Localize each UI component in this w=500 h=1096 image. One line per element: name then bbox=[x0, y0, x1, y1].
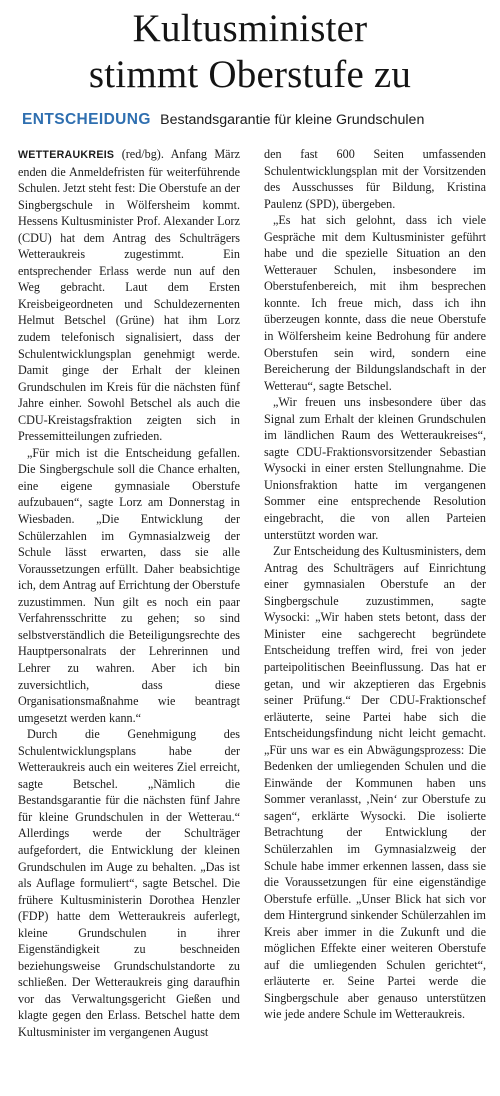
kicker-label: ENTSCHEIDUNG bbox=[22, 111, 151, 128]
article-paragraph: „Wir freuen uns insbesondere über das Signal zum Erhalt der kleinen Grundschulen im ländlichen Raum des Wetteraukreises“, sagte CDU-Fraktionsvorsitzender Sebastian Wysocki in einer ersten Stellungnahme. Die Unionsfraktion hatte im vergangenen Sommer eine entsprechende Resolution eingebracht, die von allen Parteien unterstützt worden war. bbox=[264, 395, 486, 542]
subheadline: Bestandsgarantie für kleine Grundschulen bbox=[160, 112, 425, 128]
headline-line-2: stimmt Oberstufe zu bbox=[88, 53, 412, 96]
paragraph-text: (red/bg). Anfang März enden die Anmeldefristen für weiterführende Schulen. Jetzt steht fest: Die Oberstufe an der Singbergschule in Wölfersheim kommt. Hessens Kultusminister Prof. Alexander Lorz (CDU) hat dem Antrag des Schulträgers Wetteraukreis zugestimmt. Ein entsprechender Erlass werde nun auf den Weg gebracht. Laut dem Ersten Kreisbeigeordneten und Schuldezernenten Helmut Betschel (Grüne) hat ihm Lorz zudem telefonisch signalisiert, dass der Schulentwicklungsplan genehmigt werde. Damit ginge der Erhalt der kleinen Grundschulen im Kreis für die nächsten fünf Jahre einher. Sowohl Betschel als auch die CDU-Kreistagsfraktion zeigten sich in Pressemitteilungen zufrieden. bbox=[18, 147, 240, 444]
article-column-left bbox=[18, 146, 240, 1041]
article-paragraph bbox=[18, 146, 240, 445]
article-paragraph: den fast 600 Seiten umfassenden Schulentwicklungsplan mit der Vorsitzenden des Ausschusses für Bildung, Kristina Paulenz (SPD), übergeben. bbox=[264, 147, 486, 211]
article-headline bbox=[0, 0, 500, 98]
headline-line-1: Kultusminister bbox=[132, 7, 368, 50]
article-paragraph: Zur Entscheidung des Kultusministers, dem Antrag des Schulträgers auf Einrichtung einer gymnasialen Oberstufe an der Singbergschule zuzustimmen, sagte Wysocki: „Wir haben stets betont, dass der Minister eine sachgerecht begründete Entscheidung treffen wird, frei von jeder parteipolitischen Beeinflussung. Das hat er getan, und wir akzeptieren das Ergebnis seiner Prüfung.“ Der CDU-Fraktionschef erläuterte, seine Partei habe sich die Entscheidungsfindung nicht leicht gemacht. „Für uns war es ein Abwägungsprozess: Die Bedenken der umliegenden Schulen und die Einwände der Kommunen haben uns Sommer veranlasst, ‚Nein‘ zur Oberstufe zu sagen“, erklärte Wysocki. Die isolierte Betrachtung der Entwicklung der Schülerzahlen im Gymnasialzweig der Schule habe immer erkennen lassen, dass sie die Voraussetzungen für eine eigenständige Oberstufe erfülle. „Unser Blick hat sich vor dem Hintergrund sinkender Schülerzahlen im Kreis aber immer in die Zukunft und die möglichen Effekte einer weiteren Oberstufe auf die umliegenden Schulen gerichtet“, erläuterte er. Seine Partei werde die Singbergschule aber genauso unterstützen wie jede andere Schule im Wetteraukreis. bbox=[264, 544, 486, 1022]
article-paragraph: Durch die Genehmigung des Schulentwicklungsplans habe der Wetteraukreis auch ein weiteres Ziel erreicht, sagte Betschel. „Nämlich die Bestandsgarantie für die nächsten fünf Jahre für kleine Grundschulen in der Wetterau.“ Allerdings werde der Schulträger aufgefordert, die Entwicklung der kleinen Grundschulen im Auge zu behalten. „Das ist als Auflage formuliert“, sagte Betschel. Die frühere Kultusministerin Dorothea Henzler (FDP) hatte dem Wetteraukreis auferlegt, kleine Grundschulen in ihrer Eigenständigkeit zu beschneiden beziehungsweise Grundschulstandorte zu schließen. Der Wetteraukreis ging daraufhin vor das Verwaltungsgericht Gießen und klagte gegen den Erlass. Betschel hatte dem Kultusminister im vergangenen August bbox=[18, 727, 240, 1039]
article-column-right bbox=[264, 146, 486, 1023]
dateline: WETTERAUKREIS bbox=[18, 149, 115, 161]
article-paragraph: „Es hat sich gelohnt, dass ich viele Gespräche mit dem Kultusminister geführt habe und die spezielle Situation an den Wetterauer Schulen, insbesondere im Oberstufenbereich, mit ihm besprechen konnte. Ich freue mich, dass ich ihn überzeugen konnte, dass die neue Oberstufe in Wölfersheim keine Bedrohung für andere Oberstufen sein wird, sondern eine Bereicherung der Bildungslandschaft in der Wetterau“, sagte Betschel. bbox=[264, 213, 486, 393]
kicker-row bbox=[22, 110, 424, 130]
article-paragraph: „Für mich ist die Entscheidung gefallen. Die Singbergschule soll die Chance erhalten, eine eigene gymnasiale Oberstufe aufzubauen“, sagte Lorz am Donnerstag in Wiesbaden. „Die Entwicklung der Schülerzahlen im Gymnasialzweig der Schule lässt erwarten, dass sie alle Voraussetzungen erfüllt. Daher beabsichtige ich, dem Antrag auf Errichtung der Oberstufe zuzustimmen. Nun gilt es noch ein paar Verfahrensschritte zu gehen; so sind selbstverständlich die Beteiligungsrechte des Hauptpersonalrats der Lehrerinnen und Lehrer zu wahren. Aber ich bin zuversichtlich, dass diese Organisationsmaßnahme wie beantragt umgesetzt werden kann.“ bbox=[18, 445, 240, 725]
